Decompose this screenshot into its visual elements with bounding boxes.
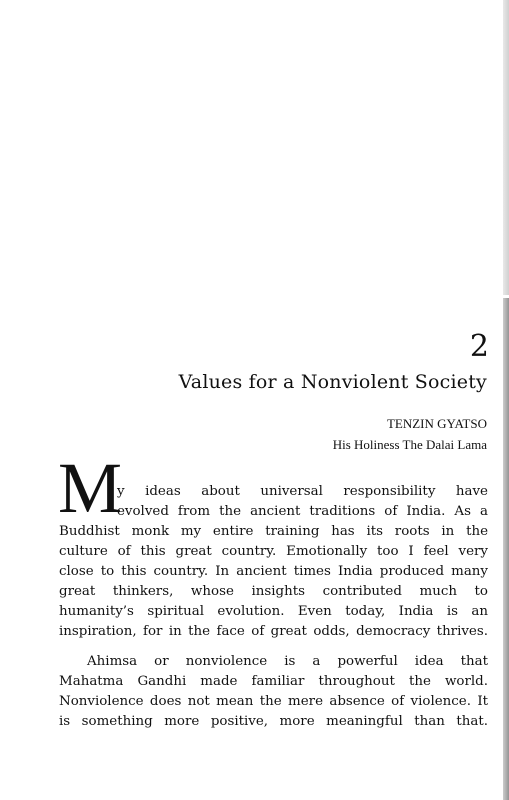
- body-line: y ideas about universal responsibility have: [117, 484, 488, 499]
- author-name: TENZIN GYATSO: [386, 416, 487, 431]
- body-line: Nonviolence does not mean the mere absence of violence. It: [59, 694, 488, 709]
- body-line: Buddhist monk my entire training has its roots in the: [59, 524, 488, 539]
- author-title: His Holiness The Dalai Lama: [332, 437, 487, 452]
- page-edge-shadow: [503, 0, 509, 295]
- body-line: is something more positive, more meaningful than that.: [59, 714, 488, 729]
- body-line: close to this country. In ancient times India produced many: [59, 564, 488, 579]
- drop-cap: M: [58, 448, 121, 528]
- body-line: culture of this great country. Emotionally too I feel very: [59, 544, 488, 559]
- body-line: great thinkers, whose insights contributed much to: [59, 584, 488, 599]
- body-line: humanity’s spiritual evolution. Even today, India is an: [59, 604, 488, 619]
- body-line: Mahatma Gandhi made familiar throughout the world.: [59, 674, 488, 689]
- page-edge-shadow: [503, 298, 509, 800]
- chapter-number: 2: [469, 329, 489, 364]
- body-line: inspiration, for in the face of great odds, democracy thrives.: [59, 624, 488, 639]
- chapter-title: Values for a Nonviolent Society: [178, 371, 487, 393]
- body-line: evolved from the ancient traditions of India. As a: [117, 504, 488, 519]
- body-line: Ahimsa or nonviolence is a powerful idea that: [87, 654, 488, 669]
